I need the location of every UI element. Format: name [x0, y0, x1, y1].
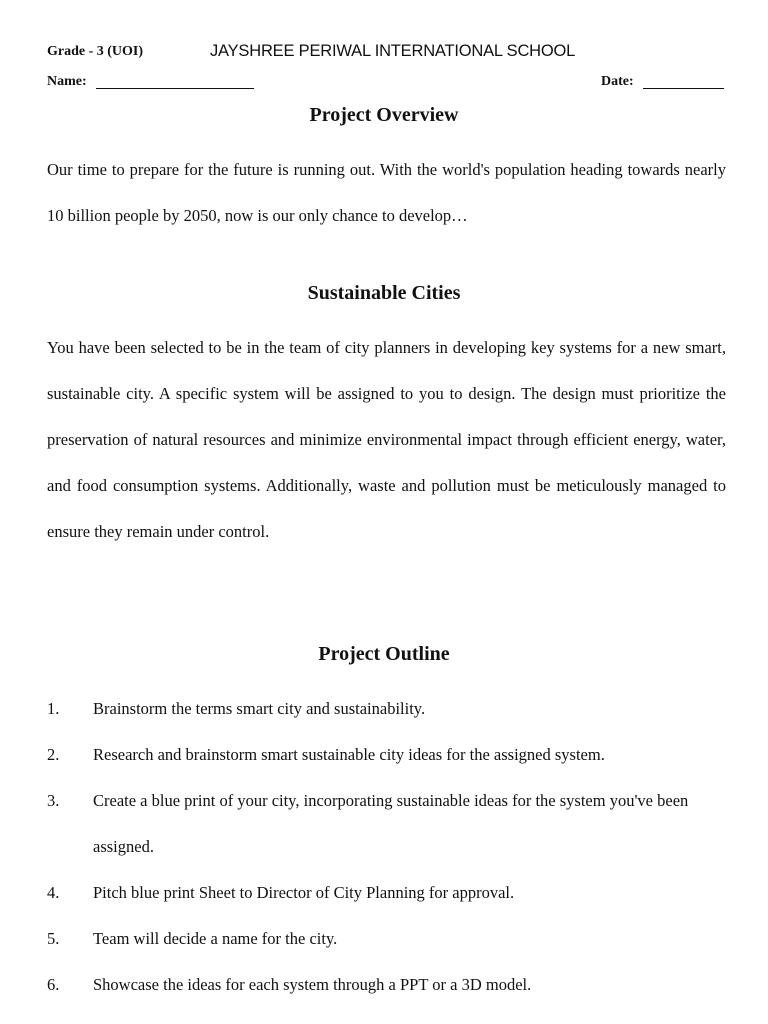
- outline-item-text: Brainstorm the terms smart city and sustainability.: [93, 699, 426, 718]
- outline-item-number: 5.: [47, 929, 60, 948]
- header-row: [47, 42, 727, 64]
- outline-item-text: Pitch blue print Sheet to Director of City Planning for approval.: [93, 883, 515, 902]
- outline-item: [47, 778, 727, 870]
- outline-item-text: Showcase the ideas for each system through a PPT or a 3D model.: [93, 975, 532, 994]
- outline-item-text: Create a blue print of your city, incorporating sustainable ideas for the system you've been assigned.: [93, 791, 689, 856]
- outline-item: [47, 916, 727, 962]
- overview-heading: Project Overview: [309, 104, 459, 126]
- outline-item-number: 3.: [47, 791, 60, 810]
- school-name: JAYSHREE PERIWAL INTERNATIONAL SCHOOL: [210, 42, 576, 60]
- outline-item: [47, 686, 727, 732]
- date-blank-line: [643, 88, 724, 89]
- overview-paragraph: Our time to prepare for the future is running out. With the world's population heading towards nearly 10 billion people by 2050, now is our only chance to develop…: [47, 160, 726, 225]
- outline-item-number: 6.: [47, 975, 60, 994]
- outline-item-text: Research and brainstorm smart sustainable city ideas for the assigned system.: [93, 745, 605, 764]
- cities-heading: Sustainable Cities: [307, 282, 461, 304]
- outline-item: [47, 732, 727, 778]
- outline-list: [47, 686, 727, 1008]
- date-label: Date:: [601, 74, 634, 89]
- outline-item-number: 4.: [47, 883, 60, 902]
- outline-item-number: 2.: [47, 745, 60, 764]
- outline-item: [47, 870, 727, 916]
- name-date-row: [47, 74, 725, 96]
- outline-item: [47, 962, 727, 1008]
- name-blank-line: [96, 88, 254, 89]
- outline-item-text: Team will decide a name for the city.: [93, 929, 338, 948]
- grade-label: Grade - 3 (UOI): [47, 44, 144, 59]
- outline-heading: Project Outline: [318, 643, 450, 665]
- name-label: Name:: [47, 74, 87, 89]
- cities-paragraph: You have been selected to be in the team of city planners in developing key systems for a new smart, sustainable city. A specific system will be assigned to you to design. The design must prioritize the preservation of natural resources and minimize environmental impact through efficient energy, water, and food consumption systems. Additionally, waste and pollution must be meticulously managed to ensure they remain under control.: [47, 338, 726, 541]
- outline-item-number: 1.: [47, 699, 60, 718]
